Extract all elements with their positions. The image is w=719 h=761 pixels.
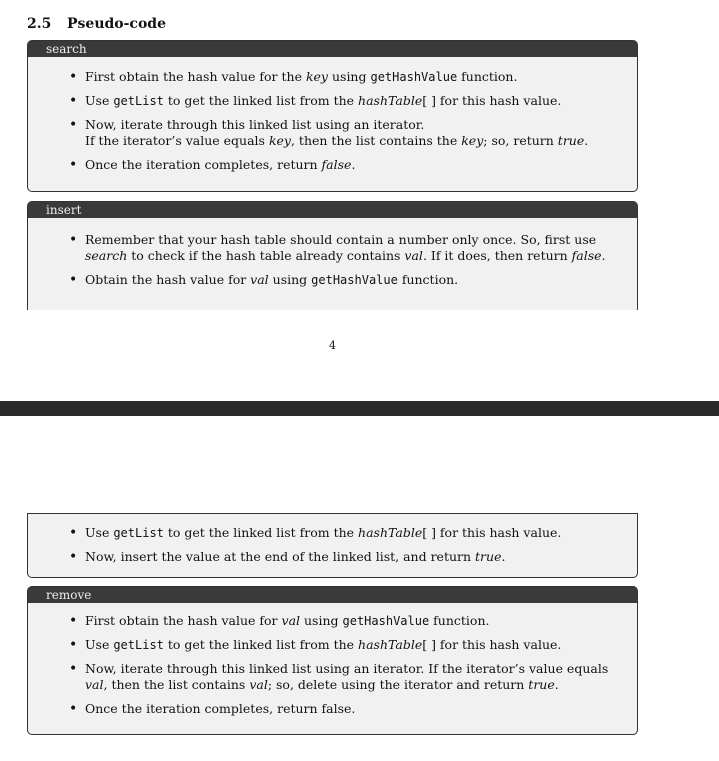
math-text: key (305, 69, 328, 84)
page-number: 4 (329, 339, 336, 352)
item-text: using (300, 613, 343, 628)
search-box (27, 40, 638, 192)
math-text: key (461, 133, 484, 148)
item-text: . (501, 549, 506, 564)
list-item (85, 613, 637, 629)
list-item (85, 549, 637, 565)
code-text: getHashValue (370, 70, 458, 84)
item-text: Once the iteration completes, return (85, 157, 322, 172)
item-text: Now, iterate through this linked list using an iterator. If the iterator’s value equals (85, 661, 609, 676)
code-text: getList (113, 94, 164, 108)
math-text: search (85, 248, 128, 263)
item-text: If the iterator’s value equals (85, 133, 269, 148)
math-text: hashTable (358, 93, 423, 108)
item-text: to check if the hash table already contains (127, 248, 405, 263)
math-text: val (404, 248, 423, 263)
item-text: function. (429, 613, 490, 628)
insert-box (27, 201, 638, 310)
item-text: [ ] for this hash value. (422, 93, 562, 108)
item-text: First obtain the hash value for (85, 613, 282, 628)
item-text: using (328, 69, 371, 84)
code-text: getHashValue (342, 614, 430, 628)
math-text: val (250, 272, 269, 287)
insert-continued-list (28, 514, 637, 565)
page-divider (0, 401, 719, 416)
list-item (85, 93, 637, 109)
list-item (85, 661, 637, 693)
list-item (85, 525, 637, 541)
item-text: to get the linked list from the (163, 93, 359, 108)
section-heading (27, 16, 166, 32)
item-text: Remember that your hash table should contain a number only once. So, first use (85, 232, 597, 247)
item-text: . (351, 157, 356, 172)
list-item (85, 701, 637, 717)
item-text: Use (85, 637, 114, 652)
search-list (28, 57, 637, 173)
item-text: , then the list contains (103, 677, 250, 692)
math-text: val (249, 677, 268, 692)
remove-box (27, 586, 638, 735)
item-text: using (268, 272, 312, 287)
list-item (85, 157, 637, 173)
item-text: First obtain the hash value for the (85, 69, 306, 84)
item-text: Now, iterate through this linked list using an iterator. (85, 117, 425, 132)
item-text: ; so, return (483, 133, 558, 148)
insert-list (28, 218, 637, 288)
list-item (85, 117, 637, 149)
item-text: to get the linked list from the (163, 637, 359, 652)
item-text: . (554, 677, 559, 692)
math-text: key (268, 133, 291, 148)
item-text: Use (85, 93, 114, 108)
math-text: true (528, 677, 555, 692)
math-text: hashTable (358, 637, 423, 652)
section-number: 2.5 (27, 16, 52, 32)
item-text: ; so, delete using the iterator and return (267, 677, 529, 692)
item-text: [ ] for this hash value. (422, 525, 562, 540)
item-text: Obtain the hash value for (85, 272, 251, 287)
list-item (85, 272, 637, 288)
list-item (85, 637, 637, 653)
item-text: Use (85, 525, 114, 540)
math-text: val (281, 613, 301, 628)
math-text: true (557, 133, 585, 148)
math-text: hashTable (358, 525, 423, 540)
list-item (85, 69, 637, 85)
list-item (85, 232, 637, 264)
code-text: getList (113, 526, 164, 540)
item-text: . If it does, then return (422, 248, 572, 263)
item-text: to get the linked list from the (163, 525, 359, 540)
math-text: false (571, 248, 602, 263)
item-text: . (601, 248, 606, 263)
item-text: function. (457, 69, 518, 84)
item-text: [ ] for this hash value. (422, 637, 562, 652)
code-text: getHashValue (311, 273, 398, 287)
item-text: , then the list contains the (290, 133, 462, 148)
math-text: true (475, 549, 502, 564)
item-text: Now, insert the value at the end of the linked list, and return (85, 549, 476, 564)
remove-list (28, 603, 637, 717)
insert-continued-box (27, 513, 638, 578)
item-text: function. (397, 272, 459, 287)
code-text: getList (113, 638, 164, 652)
item-text: Once the iteration completes, return false. (85, 701, 356, 716)
math-text: false (321, 157, 352, 172)
math-text: val (85, 677, 104, 692)
search-box-title: search (28, 41, 637, 57)
section-title: Pseudo-code (67, 16, 166, 32)
insert-box-title: insert (28, 202, 637, 218)
remove-box-title: remove (28, 587, 637, 603)
item-text: . (584, 133, 589, 148)
